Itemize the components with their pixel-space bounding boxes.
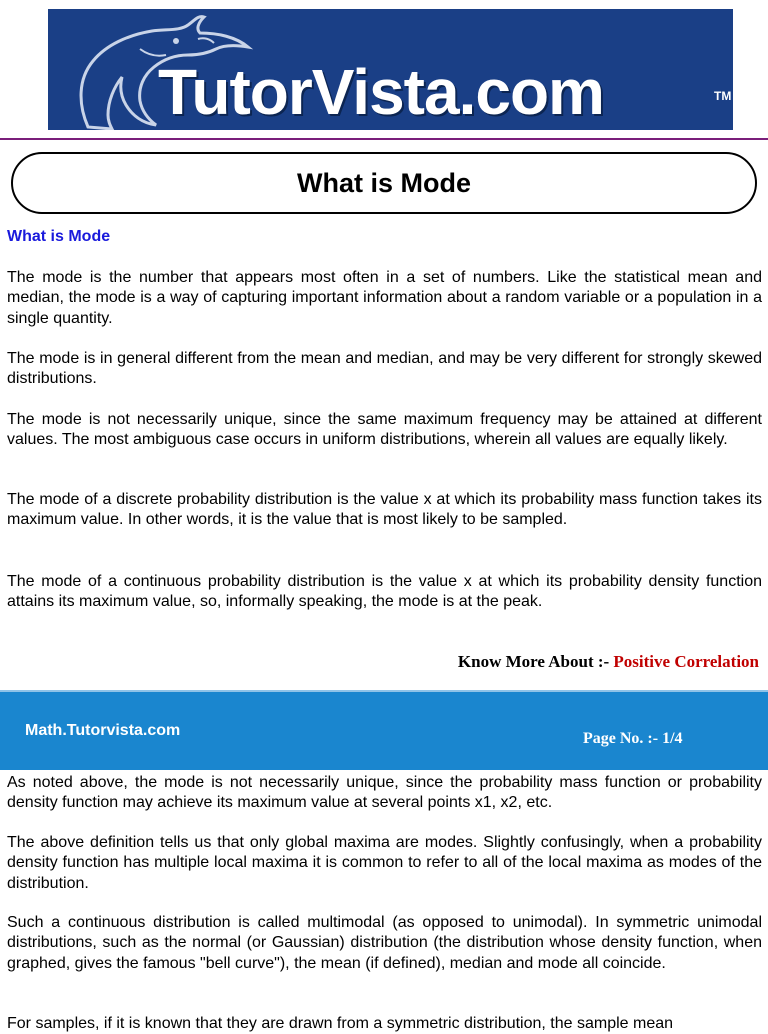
- page-number: Page No. :- 1/4: [583, 730, 683, 747]
- page-title: What is Mode: [297, 167, 471, 198]
- header-divider: [0, 138, 768, 140]
- page-title-box: [11, 152, 757, 214]
- paragraph: The mode is the number that appears most often in a set of numbers. Like the statistical mean and median, the mode is a way of capturing important information about a random variable or a population in a single quantity.: [7, 269, 762, 327]
- paragraph: The mode is not necessarily unique, since the same maximum frequency may be attained at different values. The most ambiguous case occurs in uniform distributions, wherein all values are equally likely.: [7, 411, 762, 449]
- know-more-line: [458, 652, 759, 672]
- page-footer-band: [0, 690, 768, 770]
- paragraph: The mode of a continuous probability distribution is the value x at which its probability density function attains its maximum value, so, informally speaking, the mode is at the peak.: [7, 573, 762, 611]
- paragraph: The above definition tells us that only global maxima are modes. Slightly confusingly, when a probability density function has multiple local maxima it is common to refer to all of the local maxima as modes of the distribution.: [7, 834, 762, 892]
- know-more-label: Know More About :-: [457, 652, 610, 671]
- footer-site-link[interactable]: Math.Tutorvista.com: [25, 722, 181, 739]
- paragraph: For samples, if it is known that they are drawn from a symmetric distribution, the sample mean: [7, 1015, 674, 1032]
- paragraph: The mode of a discrete probability distribution is the value x at which its probability mass function takes its maximum value. In other words, it is the value that is most likely to be sampled.: [7, 491, 762, 529]
- tutorvista-logo[interactable]: [48, 9, 733, 130]
- paragraph: As noted above, the mode is not necessarily unique, since the probability mass function or probability density function may achieve its maximum value at several points x1, x2, etc.: [7, 774, 762, 812]
- paragraph: The mode is in general different from the mean and median, and may be very different for strongly skewed distributions.: [7, 350, 762, 388]
- positive-correlation-link[interactable]: Positive Correlation: [613, 652, 759, 671]
- logo-wordmark: TutorVista.com: [158, 56, 604, 128]
- section-heading: What is Mode: [7, 228, 111, 245]
- paragraph: Such a continuous distribution is called multimodal (as opposed to unimodal). In symmetric unimodal distributions, such as the normal (or Gaussian) distribution (the distribution whose density function, when graphed, gives the famous "bell curve"), the mean (if defined), median and mode all coincide.: [7, 914, 762, 972]
- logo-trademark: TM: [714, 89, 732, 103]
